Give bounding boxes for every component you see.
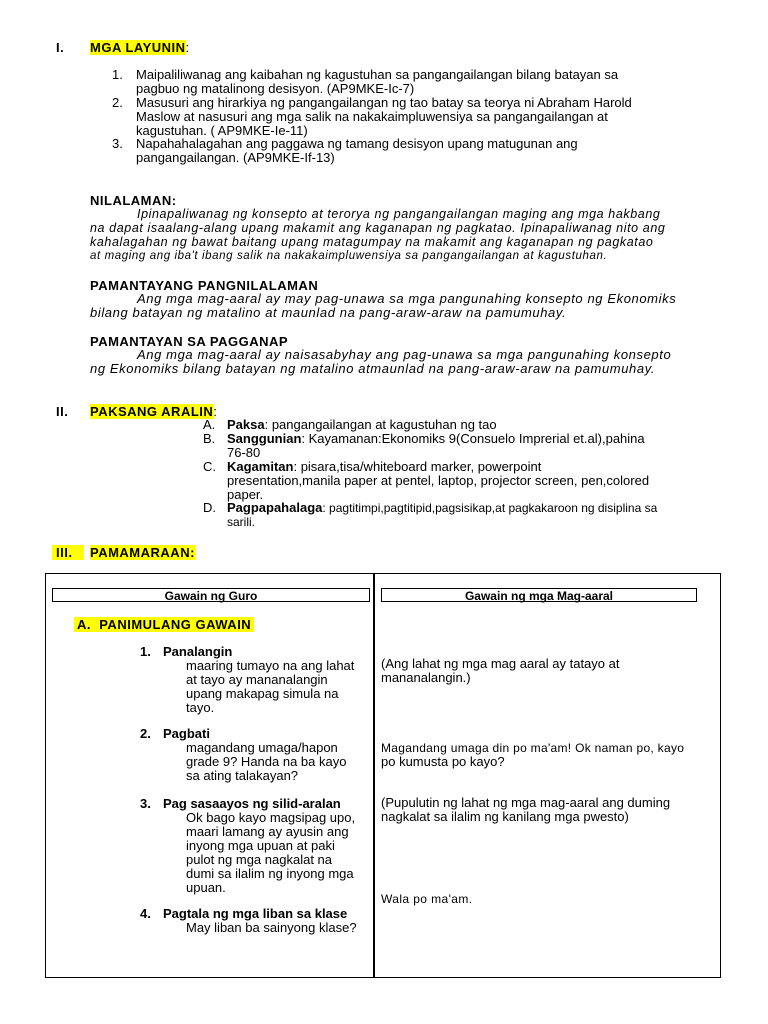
response-line: mananalangin.)	[381, 670, 471, 685]
step-number: 4.	[140, 906, 151, 921]
section-3-numeral: III.	[52, 545, 84, 560]
step-line: upuan.	[186, 880, 226, 895]
objective-line: Napahahalagahan ang paggawa ng tamang desisyon upang matugunan ang	[136, 136, 578, 151]
objective-line: Maipaliliwanag ang kaibahan ng kagustuhan sa pangangailangan bilang batayan sa	[136, 67, 619, 82]
section-3-heading	[90, 545, 195, 560]
step-line: dumi sa ilalim ng inyong mga	[186, 866, 354, 881]
step-number: 3.	[140, 796, 151, 811]
paragraph-line: na dapat isaalang-alang upang makamit ang kaganapan ng pagkatao. Ipinapaliwanag nito ang	[90, 221, 666, 235]
item-continuation: paper.	[227, 487, 264, 502]
item-continuation: presentation,manila paper at pentel, laptop, projector screen, pen,colored	[227, 473, 650, 488]
objective-2	[112, 96, 732, 138]
paragraph-line: Ang mga mag-aaral ay naisasabyhay ang pag-unawa sa mga pangunahing konsepto	[137, 347, 672, 362]
pagpapahalaga-item	[203, 501, 733, 529]
step-title: Pagtala ng mga liban sa klase	[163, 906, 348, 921]
item-text: : Kayamanan:Ekonomiks 9(Consuelo Imprerial et.al),pahina	[301, 431, 645, 446]
colon: :	[185, 40, 190, 55]
kagamitan-item	[203, 460, 733, 502]
paragraph-line: kahalagahan ng bawat baitang upang matagumpay na makamit ang kaganapan ng pagkatao	[90, 235, 654, 249]
step-line: May liban ba sainyong klase?	[186, 920, 357, 935]
step-line: pulot ng mga nagkalat na	[186, 852, 332, 867]
step-line: Ok bago kayo magsipag upo,	[186, 810, 356, 825]
response-line: Wala po ma'am.	[381, 892, 473, 906]
item-label: Kagamitan	[227, 459, 294, 474]
item-letter: B.	[203, 431, 216, 446]
paragraph-line: bilang batayan ng matalino at maunlad na pang-araw-araw na pamumuhay.	[90, 305, 567, 320]
pagganap-heading: PAMANTAYAN SA PAGGANAP	[90, 334, 289, 349]
objective-number: 1.	[112, 67, 123, 82]
item-letter: C.	[203, 459, 216, 474]
step-pagtala	[140, 907, 370, 935]
objective-line: pagbuo ng matalinong desisyon. (AP9MKE-Ic-7)	[136, 81, 415, 96]
layunin-heading: MGA LAYUNIN	[90, 40, 186, 55]
colon: :	[190, 545, 195, 560]
response-line: nagkalat sa ilalim ng kanilang mga pwesto)	[381, 809, 629, 824]
item-continuation: 76-80	[227, 445, 261, 460]
panimulang-gawain-heading: A. PANIMULANG GAWAIN	[74, 617, 254, 632]
section-1-heading	[90, 40, 190, 55]
pangnilalaman-heading: PAMANTAYANG PANGNILALAMAN	[90, 278, 319, 293]
paragraph-line: Ipinapaliwanag ng konsepto at terorya ng pangangailangan maging ang mga hakbang	[137, 207, 661, 221]
step-line: upang makapag simula na	[186, 686, 339, 701]
response-panalangin	[381, 657, 716, 685]
objective-number: 2.	[112, 95, 123, 110]
colon: :	[213, 404, 218, 419]
step-line: grade 9? Handa na ba kayo	[186, 754, 347, 769]
item-text: : pangangailangan at kagustuhan ng tao	[264, 417, 497, 432]
objective-1	[112, 68, 732, 96]
response-line: po kumusta po kayo?	[381, 754, 505, 769]
item-text: : pisara,tisa/whiteboard marker, powerpoint	[293, 459, 542, 474]
item-text: : pagtitimpi,pagtitipid,pagsisikap,at pagkakaroon ng disiplina sa	[322, 501, 658, 515]
item-label: Paksa	[227, 417, 265, 432]
paksang-aralin-heading: PAKSANG ARALIN	[90, 404, 214, 419]
nilalaman-body	[90, 207, 750, 263]
step-number: 2.	[140, 726, 151, 741]
step-silid-aralan	[140, 797, 370, 895]
step-title: Panalangin	[163, 644, 233, 659]
pangnilalaman-body	[90, 292, 750, 320]
item-letter: A.	[203, 417, 216, 432]
section-2-heading	[90, 404, 217, 419]
pamamaraan-heading: PAMAMARAAN	[90, 545, 191, 560]
step-title: Pag sasaayos ng silid-aralan	[163, 796, 341, 811]
response-line: Magandang umaga din po ma'am! Ok naman po, kayo	[381, 741, 685, 755]
section-1-numeral: I.	[56, 40, 65, 55]
step-panalangin	[140, 645, 370, 715]
response-pagbati	[381, 741, 716, 769]
paksa-item	[203, 418, 733, 432]
response-line: (Ang lahat ng mga mag aaral ay tatayo at	[381, 656, 620, 671]
pagganap-body	[90, 348, 750, 376]
paragraph-line: ng Ekonomiks bilang batayan ng matalino atmaunlad na pang-araw-araw na pamumuhay.	[90, 361, 656, 376]
objective-number: 3.	[112, 136, 123, 151]
step-line: magandang umaga/hapon	[186, 740, 338, 755]
col-header-guro: Gawain ng Guro	[52, 588, 370, 602]
objective-line: Maslow at nasusuri ang mga salik na nakakaimpluwensiya sa pangangailangan at	[136, 109, 608, 124]
table-divider	[373, 573, 375, 978]
step-line: at tayo ay mananalangin	[186, 672, 328, 687]
step-title: Pagbati	[163, 726, 210, 741]
response-silid-aralan	[381, 796, 716, 824]
item-label: Sanggunian	[227, 431, 302, 446]
objective-line: pangangailangan. (AP9MKE-If-13)	[136, 150, 335, 165]
paragraph-line: Ang mga mag-aaral ay may pag-unawa sa mga pangunahing konsepto ng Ekonomiks	[137, 291, 677, 306]
step-line: maaring tumayo na ang lahat	[186, 658, 355, 673]
objective-3	[112, 137, 732, 165]
col-header-mag-aaral: Gawain ng mga Mag-aaral	[381, 588, 697, 602]
objective-line: Masusuri ang hirarkiya ng pangangailangan ng tao batay sa teorya ni Abraham Harold	[136, 95, 632, 110]
item-letter: D.	[203, 500, 216, 515]
response-pagtala	[381, 892, 716, 906]
step-line: tayo.	[186, 700, 215, 715]
sanggunian-item	[203, 432, 733, 460]
step-line: inyong mga upuan at paki	[186, 838, 335, 853]
nilalaman-heading: NILALAMAN:	[90, 193, 177, 208]
objective-line: kagustuhan. ( AP9MKE-Ie-11)	[136, 123, 308, 138]
step-line: sa ating talakayan?	[186, 768, 299, 783]
step-number: 1.	[140, 644, 151, 659]
response-line: (Pupulutin ng lahat ng mga mag-aaral ang duming	[381, 795, 671, 810]
item-continuation: sarili.	[227, 515, 256, 529]
item-label: Pagpapahalaga	[227, 500, 323, 515]
step-line: maari lamang ay ayusin ang	[186, 824, 349, 839]
step-pagbati	[140, 727, 370, 783]
section-2-numeral: II.	[56, 404, 69, 419]
paragraph-line: at maging ang iba't ibang salik na nakakaimpluwensiya sa pangangailangan at kagustuhan.	[90, 250, 608, 262]
